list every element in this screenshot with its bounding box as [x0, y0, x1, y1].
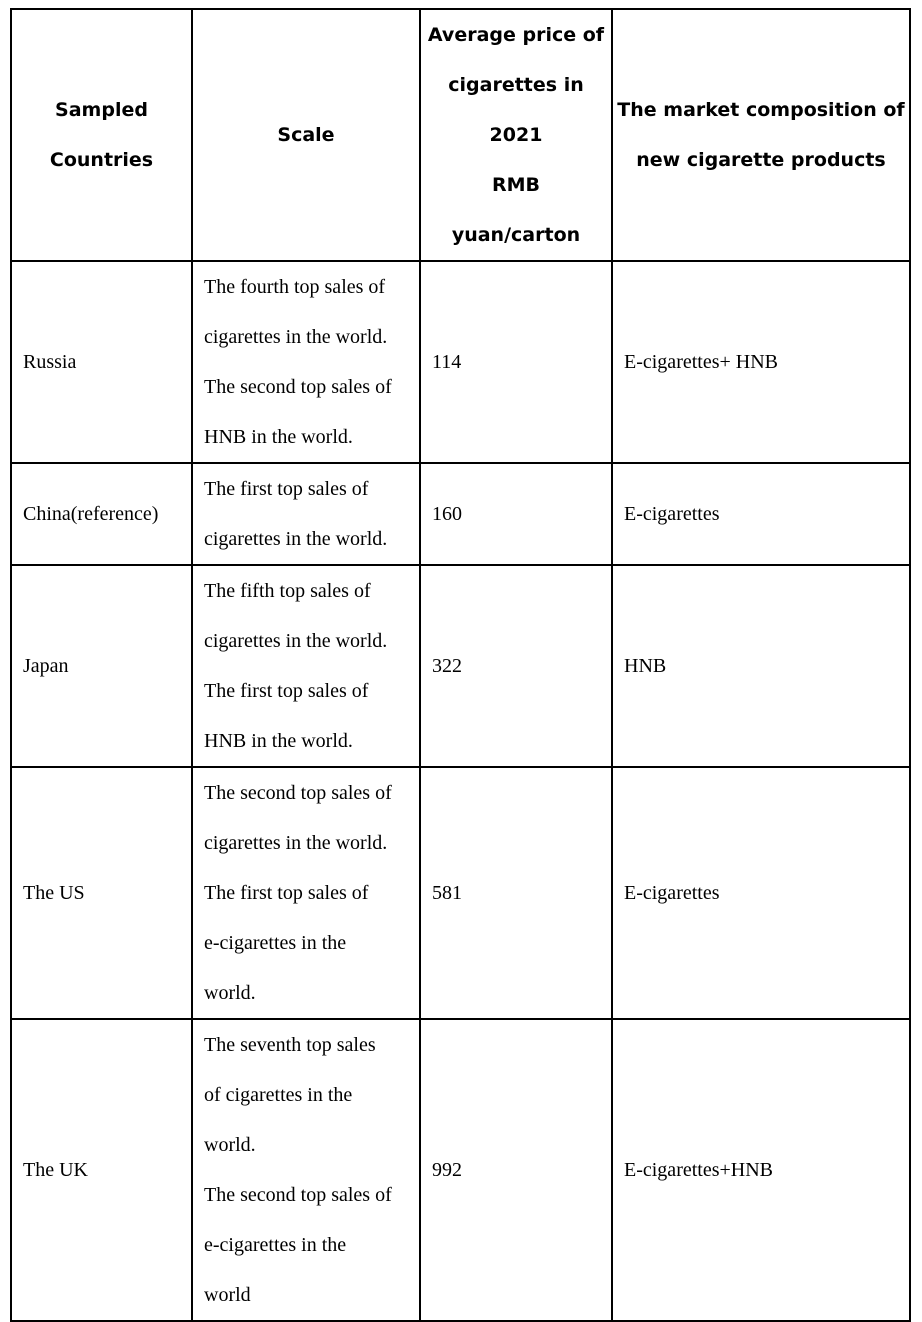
cell-price: 114	[420, 261, 612, 463]
cell-market: E-cigarettes+ HNB	[612, 261, 910, 463]
countries-table	[10, 8, 911, 1322]
cell-country: The US	[11, 767, 192, 1019]
cell-country: China(reference)	[11, 463, 192, 565]
header-scale: Scale	[192, 9, 420, 261]
cell-country: Japan	[11, 565, 192, 767]
cell-price: 581	[420, 767, 612, 1019]
header-average-price: Average price of cigarettes in 2021 RMB yuan/carton	[420, 9, 612, 261]
header-market-composition: The market composition of new cigarette products	[612, 9, 910, 261]
cell-market: E-cigarettes+HNB	[612, 1019, 910, 1321]
cell-country: Russia	[11, 261, 192, 463]
table-row	[11, 565, 910, 767]
cell-country: The UK	[11, 1019, 192, 1321]
cell-price: 322	[420, 565, 612, 767]
cell-scale: The first top sales of cigarettes in the world.	[192, 463, 420, 565]
header-sampled-countries: Sampled Countries	[11, 9, 192, 261]
cell-market: HNB	[612, 565, 910, 767]
table-row	[11, 767, 910, 1019]
cell-scale: The fifth top sales of cigarettes in the world. The first top sales of HNB in the world.	[192, 565, 420, 767]
cell-market: E-cigarettes	[612, 463, 910, 565]
table-row	[11, 1019, 910, 1321]
cell-price: 992	[420, 1019, 612, 1321]
table-row	[11, 463, 910, 565]
header-row	[11, 9, 910, 261]
cell-scale: The seventh top sales of cigarettes in the world. The second top sales of e-cigarettes in the world	[192, 1019, 420, 1321]
cell-market: E-cigarettes	[612, 767, 910, 1019]
table-row	[11, 261, 910, 463]
cell-scale: The fourth top sales of cigarettes in the world. The second top sales of HNB in the world.	[192, 261, 420, 463]
cell-scale: The second top sales of cigarettes in the world. The first top sales of e-cigarettes in the world.	[192, 767, 420, 1019]
cell-price: 160	[420, 463, 612, 565]
